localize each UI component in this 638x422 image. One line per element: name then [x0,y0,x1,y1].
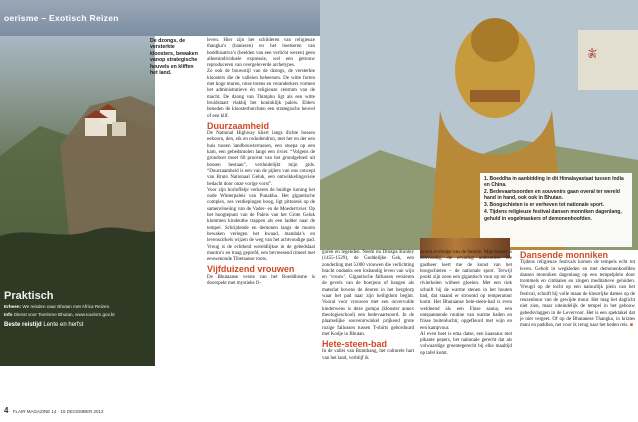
paragraph: In de vallei van Bumthang, het culturele hart van het land, verblijf ik [322,349,414,361]
best-time-label: Beste reistijd [4,322,42,328]
paragraph: Voor zijn horloffelje verkeren de huidige koning het oude Winterpaleis van Punakha. Het gigantische complex, zes verdiepingen hoog, ligt pittoresk op de samenvloeiing van de Vader- en de Moederrivier. Op het hoogtepunt van de Paleis van het Grote Geluk klommen kindeuthe trappen als een ladder naar de tempel. Schrijdende en demonen langs de muren bewaken verlegen het kwaad, mandala’s en levenscirkels wijzen de weg van het achtvoudige pad. Vreug is de echtheid wereldlijkse in de gebedslaal mantra’s en traag geprefd, een bevreesend ritueel met eeuwenoude Tibetaanse roots. [207,187,315,263]
paragraph: Zo ook de bouwstijl van de dzongs, de versterkte kloosters die de valleien beheersen. De witte forten met hoge muren, rotse torens en veranderkers vormen het administratieve én religieuze centrum van de macht. De dzong van Thimphu ligt als een witte bruidstaart vlakbij het koninklijk paleis. Elders beneden de kloosterburchten een strategische heuvel of een klif. [207,69,315,119]
footer-label: FLAIR MAGAZINE 14 · 15 DECEMBER 2012 [12,409,104,414]
section-title: oerisme – Exotisch Reizen [4,13,119,23]
paragraph: De National Highway kliert langs dichte bossen eekoorn, den, eik en rododendron, met her en der een huis tussen landbouwterrassen, een stoepa op een kam, een gebedsmolen langs een rivier. “Volgens de grondwet moet 60 procent van het grondgebied uit bossen bestaan”, verduidelijkt mijn gids. “Duurzaamheid is een van de pijlers van ons concept van Bruto Nationaal Geluk, een ontwikkelingsvisie bedacht door onze vorige vorst”. [207,131,315,187]
practical-title: Praktisch [4,290,54,302]
paragraph: in een ecolodge van de familie. Mijn kamer is eenvoudig, de ervaring authentiek. De gastheer leert me de kunst van het boogschieten – de nationale sport. Terwijl pookt zijn zoon een gigantisch vuur op tot de rivierkeien witheet gloeien. Met een riek schuift hij de warme stenen in het houten bad, dat staand er stroomd op temperatuur komt. Het Bhutaanse hete-steen-bad is even weldoend als een Finse sauna, een ontspannende routine van warme baden en frisse buitenluchtr, opgefleurd met wijn en een kampvuur. [420,250,512,331]
page-footer [4,406,104,415]
travel-text: We reisden naar Bhutan met Africa Reizen. [22,304,111,309]
article-column-2 [322,250,414,362]
end-mark: ■ [629,323,633,329]
paragraph: De Bhutaanse versie van het Boeddhisme is doorspekt met mystieke fi- [207,274,315,286]
subheading-hete-steen-bad: Hete-steen-bad [322,339,388,350]
caption-4: 4. Tijdens religieuze festival dansen monniken dagenlang, gehuld in vogelmaskers of demonenhoofden. [484,209,622,222]
caption-2: 2. Bedevaartsoorden en souvenirs gaan overal ter wereld hand in hand, ook ook in Bhutan. [484,189,620,202]
subheading-dansende-monniken: Dansende monniken [520,250,609,260]
paragraph: guren en legenden. Neem nu Drukpa Kunley (1455-1529), de Goddelijke Gek, een zonderling met 5.000 vrouwen die verlichting bracht ondanks een losbandig leven van wijn en ‘vrouw’. Gigantische fallussen versieren de gevels van de boerjens of hangen als materiat bovens de deuren in het bergdorp waar het pad naar zijn heiligdom begint. Vooral voor vrouwen met een onvervulde kinderwens is deze gompa (klooster annex theologieschool) een bedevaartsoord. In de plaatselijke souvenirwinkel prijkend grote rozige fallussen tussen T-shirts geborduurd met Kodje in Bhutan. [322,250,414,337]
photo-captions [480,173,632,247]
caption-1: 1. Boeddha in aanbidding in dit Himalayastaat tussen India en China. [484,176,624,189]
article-column-3 [420,250,512,357]
paragraph [520,260,635,329]
info-text: Dienst voor Toerisme Bhutan, www.tourism.gov.bt [13,312,115,317]
svg-text:ཨོཾ: ཨོཾ [588,52,597,63]
subheading-vijfduizend: Vijfduizend vrouwen [207,264,295,275]
subheading-duurzaamheid: Duurzaamheid [207,120,270,131]
practical-travel [4,304,228,310]
article-column-1 [207,38,315,287]
practical-info-box [0,290,232,390]
info-label: Info [4,312,13,317]
paragraph: Al even heet is ema datse, een kaassaus met pikante pepers, het nationale gerecht dat als volwaardige groentegerecht bij elke maaltijd op tafel komt. [420,331,512,356]
caption-3: 3. Boogschieten is er verheven tot nationale sport. [484,202,605,209]
article-column-4 [520,250,635,330]
practical-best-time [4,322,228,328]
paragraph: leven. Hier zijn het schilderen van religieuze thangka’s (banieren) en het boetseren van boddhisattva’s (beelden van een verlicht wezen) geen alleenindividuele expressie, wel een getrouw reproduceren van overgeleverde archetypes. [207,38,315,69]
page-number: 4 [4,406,9,415]
best-time-text: Lente en herfst [43,322,84,328]
intro-pullquote: De dzongs, de versterkte kloosters, bewaken vanop strategische heuvels en kliffen het land. [150,38,198,77]
paragraph-text: Tijdens religieuze festivals komen de tempels echt tot leven. Geholt in wegkleden en met demonenkoofden dansen monniken dagenlang op een tempelplein door trommels en cimbalen en zingen meditatieve geluiden. Vreugd op de tocht op een natuurlijk plein van het festival, schuift bij volle maan de kleurrijke dames op de reuzenhuur van de gewijde muur. Het mag het daglicht niet zien, maar uiteindelijk de tempel in het gebouw gebedsvlaggen in de Levervoor. Het is een spektakel dat je niet vergeet. Of op de Bhutanese Thangka, in kriztes mani en paddlea, net voor ik terug naar het heden reis. [520,260,635,329]
travel-label: Erheen: [4,304,22,309]
practical-info [4,312,228,318]
section-header-bar [0,0,320,36]
